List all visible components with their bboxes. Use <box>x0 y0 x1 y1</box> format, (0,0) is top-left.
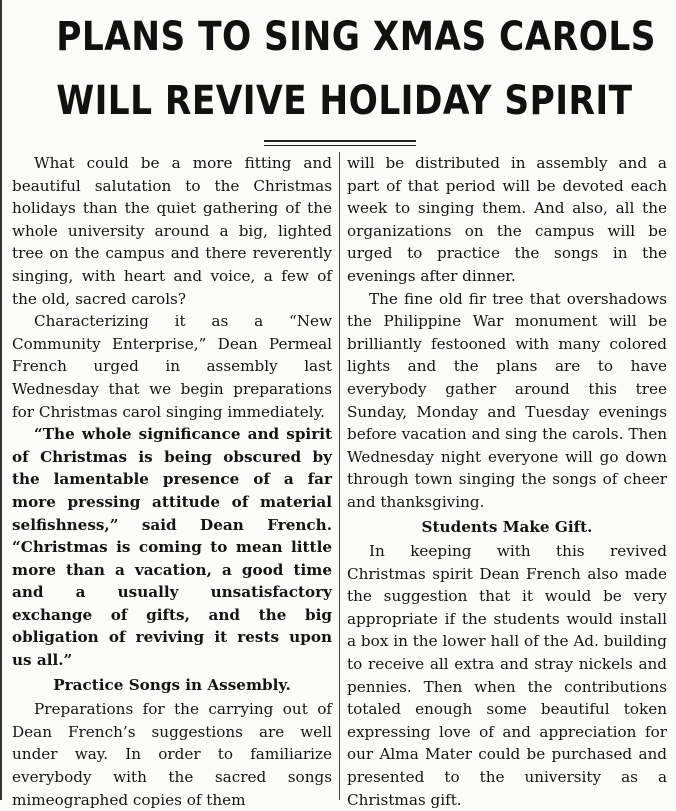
paragraph-quote: “The whole significance and spirit of Christmas is being obscured by the lamentable presence of a far more pressing attitude of material selfishness,” said Dean French. “Christmas is coming to mean little more than a vacation, a good time and a usually unsatisfactory exchange of gifts, and the big obligation of reviving it rests upon us all.” <box>12 425 332 670</box>
column-divider <box>339 152 340 800</box>
paragraph-gift: In keeping with this revived Christmas spirit Dean French also made the suggestion that it would be very appropriate if the students would install a box in the lower hall of the Ad. building to receive all extra and stray nickels and pennies. Then when the contributions totaled enough some beautiful token expressing love of and appreciation for our Alma Mater could be purchased and presented to the university as a Christmas gift. <box>347 542 667 809</box>
paragraph-distributed: will be distributed in assembly and a part of that period will be devoted each week to singing them. And also, all the organizations on the campus will be urged to practice the songs in the evenings after dinner. <box>347 154 667 285</box>
paragraph-intro: What could be a more fitting and beautiful salutation to the Christmas holidays than the quiet gathering of the whole university around a big, lighted tree on the campus and there reverently singing, with heart and voice, a few of the old, sacred carols? <box>12 154 332 308</box>
headline-line-2: WILL REVIVE HOLIDAY SPIRIT <box>56 78 633 124</box>
paragraph-characterizing: Characterizing it as a “New Community Enterprise,” Dean Permeal French urged in assembly last Wednesday that we begin preparations for Christmas carol singing immediately. <box>12 312 332 421</box>
paragraph-preparations: Preparations for the carrying out of Dean French’s suggestions are well under way. In order to familiarize everybody with the sacred songs mimeographed copies of them <box>12 700 332 809</box>
subheading-practice-songs: Practice Songs in Assembly. <box>53 675 291 694</box>
article-column-right <box>347 152 667 811</box>
headline-rule <box>264 140 416 142</box>
headline-line-1: PLANS TO SING XMAS CAROLS <box>56 14 656 60</box>
article-column-left <box>12 152 332 811</box>
headline-rule-thin <box>264 145 416 146</box>
subheading-students-gift: Students Make Gift. <box>421 517 593 536</box>
paragraph-fir-tree: The fine old fir tree that overshadows the Philippine War monument will be brilliantly festooned with many colored lights and the plans are to have everybody gather around this tree Sunday, Monday and Tuesday evenings before vacation and sing the carols. Then Wednesday night everyone will go down through town singing the songs of cheer and thanksgiving. <box>347 289 667 511</box>
